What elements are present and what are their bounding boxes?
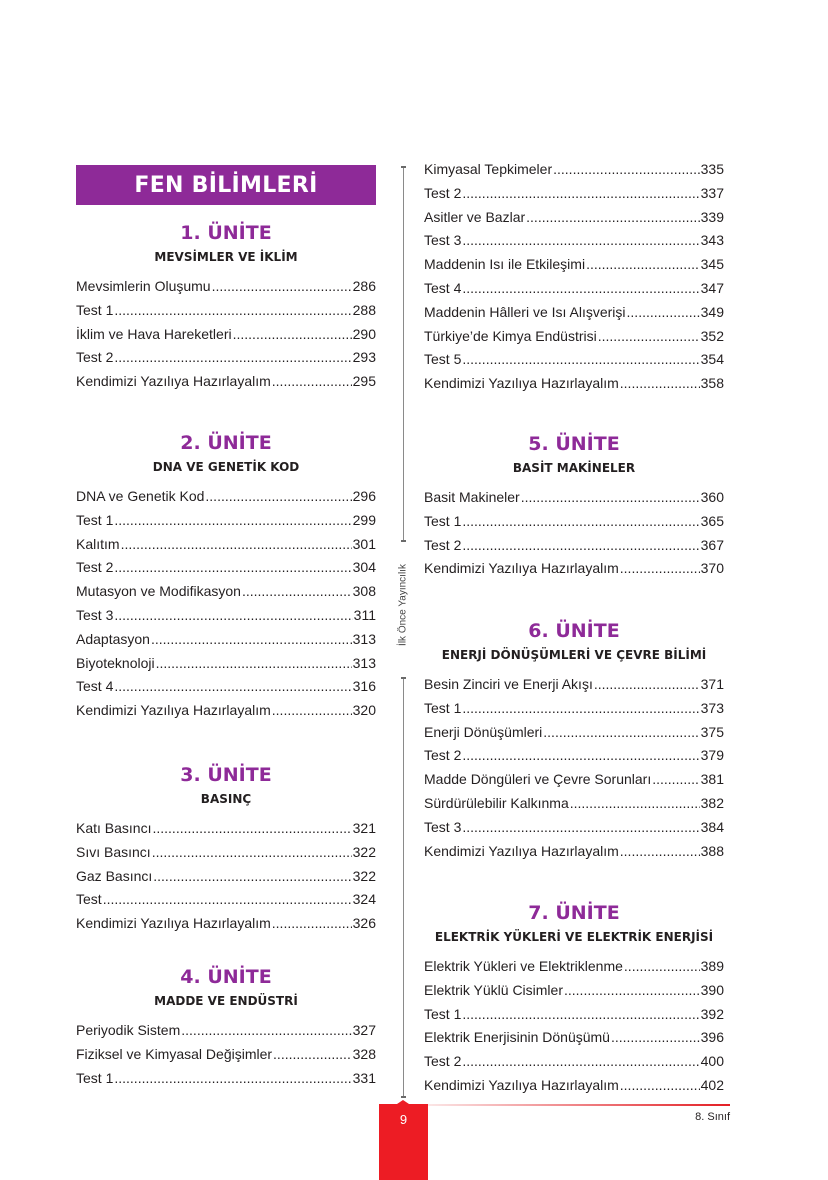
- toc-entry-page: 402: [700, 1076, 724, 1093]
- toc-entry[interactable]: [424, 301, 724, 325]
- dot-leader: [564, 979, 700, 1003]
- toc-entry-page: 335: [700, 161, 724, 177]
- toc-entry-label: Kendimizi Yazılıya Hazırlayalım: [424, 842, 619, 859]
- unit-subtitle: BASINÇ: [200, 792, 252, 806]
- toc-entry[interactable]: [76, 841, 376, 865]
- unit-subtitle: ENERJİ DÖNÜŞÜMLERİ VE ÇEVRE BİLİMİ: [441, 648, 707, 662]
- toc-entry-label: Test 1: [76, 511, 114, 528]
- toc-entry-label: Asitler ve Bazlar: [424, 208, 526, 225]
- toc-entry-label: Test 3: [424, 818, 462, 835]
- toc-entries: [76, 1019, 376, 1090]
- dot-leader: [114, 556, 351, 580]
- toc-entry[interactable]: [424, 557, 724, 581]
- dot-leader: [620, 1074, 700, 1098]
- toc-entry-label: Kendimizi Yazılıya Hazırlayalım: [424, 375, 619, 392]
- unit-subtitle: BASİT MAKİNELER: [512, 461, 636, 475]
- dot-leader: [620, 372, 700, 396]
- unit-title: 3. ÜNİTE: [180, 764, 272, 786]
- toc-entry-label: Kendimizi Yazılıya Hazırlayalım: [76, 702, 271, 719]
- divider-cap: [401, 166, 406, 168]
- toc-entry[interactable]: [424, 697, 724, 721]
- toc-entry[interactable]: [76, 556, 376, 580]
- toc-entry-label: Kalıtım: [76, 535, 120, 552]
- toc-entry-label: Türkiye’de Kimya Endüstrisi: [424, 327, 597, 344]
- toc-entry[interactable]: [76, 1067, 376, 1091]
- dot-leader: [242, 580, 352, 604]
- dot-leader: [205, 485, 351, 509]
- unit-subtitle: ELEKTRİK YÜKLERİ VE ELEKTRİK ENERJİSİ: [434, 930, 714, 944]
- dot-leader: [462, 510, 699, 534]
- dot-leader: [462, 182, 699, 206]
- toc-entry-page: 345: [700, 256, 724, 273]
- column-divider-bottom: [403, 677, 404, 1097]
- toc-entry-page: 352: [700, 327, 724, 344]
- toc-entry[interactable]: [424, 955, 724, 979]
- toc-entry-page: 322: [352, 867, 376, 884]
- dot-leader: [611, 1026, 700, 1050]
- toc-entry-label: Fiziksel ve Kimyasal Değişimler: [76, 1045, 273, 1062]
- toc-entry[interactable]: [76, 580, 376, 604]
- toc-entry[interactable]: [424, 253, 724, 277]
- toc-entry-page: 328: [352, 1045, 376, 1062]
- toc-entry-page: 389: [700, 958, 724, 974]
- toc-entries: [424, 673, 724, 863]
- divider-cap: [401, 1096, 406, 1098]
- toc-entry-label: İklim ve Hava Hareketleri: [76, 325, 232, 342]
- dot-leader: [272, 699, 352, 723]
- toc-entry[interactable]: [76, 323, 376, 347]
- toc-entry-page: 299: [352, 511, 376, 528]
- dot-leader: [462, 1003, 699, 1027]
- page-number-tab: [379, 1104, 428, 1180]
- toc-entry-label: DNA ve Genetik Kod: [76, 488, 205, 504]
- dot-leader: [272, 912, 352, 936]
- dot-leader: [462, 534, 699, 558]
- toc-entry-label: Test 1: [76, 301, 114, 318]
- toc-entry-page: 382: [700, 794, 724, 811]
- toc-entry-page: 304: [352, 559, 376, 576]
- dot-leader: [570, 792, 700, 816]
- dot-leader: [156, 652, 352, 676]
- toc-entry-label: Basit Makineler: [424, 489, 520, 505]
- toc-entry-label: Test 1: [424, 699, 462, 716]
- toc-entry[interactable]: [424, 348, 724, 372]
- unit-subtitle: MEVSİMLER VE İKLİM: [154, 250, 298, 264]
- dot-leader: [652, 768, 699, 792]
- unit-title: 6. ÜNİTE: [528, 620, 620, 642]
- toc-entry[interactable]: [424, 721, 724, 745]
- unit-2-section: [76, 431, 376, 723]
- toc-entry-label: Test 1: [76, 1069, 114, 1086]
- toc-entry-label: Elektrik Yükleri ve Elektriklenme: [424, 958, 623, 974]
- toc-entry-page: 293: [352, 349, 376, 366]
- toc-entry-label: Test: [76, 891, 102, 908]
- toc-entry-label: Mutasyon ve Modifikasyon: [76, 583, 241, 600]
- toc-entry-page: 396: [700, 1029, 724, 1046]
- toc-entry[interactable]: [424, 277, 724, 301]
- toc-entry-page: 313: [352, 630, 376, 647]
- toc-entry-page: 337: [700, 184, 724, 201]
- toc-entry-page: 343: [700, 232, 724, 249]
- toc-entry-label: Enerji Dönüşümleri: [424, 723, 543, 740]
- toc-entries: [76, 275, 376, 394]
- toc-entry-label: Maddenin Isı ile Etkileşimi: [424, 256, 586, 273]
- dot-leader: [152, 817, 351, 841]
- toc-entry-label: Test 1: [424, 512, 462, 529]
- toc-entries: [76, 817, 376, 936]
- toc-entry-label: Test 2: [424, 536, 462, 553]
- toc-entries: [424, 486, 724, 581]
- toc-entry-page: 301: [352, 535, 376, 552]
- dot-leader: [273, 1043, 352, 1067]
- dot-leader: [624, 955, 700, 979]
- toc-entry-page: 324: [352, 891, 376, 908]
- toc-entry[interactable]: [76, 1019, 376, 1043]
- toc-entry-label: Periyodik Sistem: [76, 1022, 181, 1038]
- toc-left-column: [76, 165, 376, 1086]
- toc-entry-page: 379: [700, 747, 724, 764]
- toc-entry-page: 288: [352, 301, 376, 318]
- toc-entry[interactable]: [424, 1003, 724, 1027]
- unit-1-section: [76, 221, 376, 394]
- unit-4-section: [76, 965, 376, 1090]
- toc-entry-label: Mevsimlerin Oluşumu: [76, 278, 211, 294]
- toc-entry-label: Sürdürülebilir Kalkınma: [424, 794, 569, 811]
- toc-entry[interactable]: [76, 346, 376, 370]
- toc-entry-page: 286: [352, 278, 376, 294]
- toc-entry[interactable]: [76, 699, 376, 723]
- dot-leader: [620, 840, 700, 864]
- toc-entry-label: Kimyasal Tepkimeler: [424, 161, 553, 177]
- toc-entry-label: Test 5: [424, 351, 462, 368]
- dot-leader: [526, 206, 699, 230]
- dot-leader: [586, 253, 700, 277]
- toc-entry-page: 370: [700, 560, 724, 577]
- dot-leader: [594, 673, 700, 697]
- dot-leader: [114, 299, 351, 323]
- toc-entry-page: 392: [700, 1005, 724, 1022]
- column-divider-top: [403, 166, 404, 541]
- dot-leader: [212, 275, 352, 299]
- toc-entry[interactable]: [424, 768, 724, 792]
- toc-entry-label: Test 2: [424, 1053, 462, 1070]
- dot-leader: [114, 346, 351, 370]
- toc-entry-page: 390: [700, 981, 724, 998]
- toc-entry-page: 365: [700, 512, 724, 529]
- toc-entry-page: 339: [700, 208, 724, 225]
- toc-entry-label: Gaz Basıncı: [76, 867, 153, 884]
- toc-entry[interactable]: [424, 1026, 724, 1050]
- toc-entry-page: 367: [700, 536, 724, 553]
- dot-leader: [462, 277, 699, 301]
- toc-entry-page: 326: [352, 915, 376, 932]
- dot-leader: [121, 533, 352, 557]
- toc-entry-label: Test 2: [76, 349, 114, 366]
- toc-entry-page: 327: [352, 1022, 376, 1038]
- dot-leader: [462, 744, 699, 768]
- toc-entry[interactable]: [76, 865, 376, 889]
- toc-entry-page: 290: [352, 325, 376, 342]
- dot-leader: [151, 628, 352, 652]
- toc-entry-label: Adaptasyon: [76, 630, 150, 647]
- dot-leader: [103, 888, 352, 912]
- unit-title: 4. ÜNİTE: [180, 966, 272, 988]
- toc-entry-label: Test 3: [424, 232, 462, 249]
- dot-leader: [543, 721, 699, 745]
- toc-entry[interactable]: [424, 1050, 724, 1074]
- toc-entries: [424, 158, 724, 396]
- toc-entry[interactable]: [76, 1043, 376, 1067]
- dot-leader: [553, 158, 700, 182]
- toc-entry[interactable]: [76, 509, 376, 533]
- dot-leader: [152, 841, 352, 865]
- toc-entry-label: Test 3: [76, 606, 114, 623]
- toc-entry-label: Sıvı Basıncı: [76, 843, 151, 860]
- toc-entry[interactable]: [76, 817, 376, 841]
- toc-entry-page: 381: [700, 771, 724, 788]
- toc-entry[interactable]: [76, 604, 376, 628]
- dot-leader: [181, 1019, 351, 1043]
- dot-leader: [233, 323, 352, 347]
- unit-subtitle: MADDE VE ENDÜSTRİ: [154, 994, 298, 1008]
- toc-entry-page: 322: [352, 843, 376, 860]
- unit-title: 1. ÜNİTE: [180, 222, 272, 244]
- toc-entry-label: Biyoteknoloji: [76, 654, 155, 671]
- dot-leader: [114, 604, 352, 628]
- toc-entry-page: 320: [352, 702, 376, 719]
- toc-entry-page: 321: [352, 820, 376, 836]
- unit-title: 5. ÜNİTE: [528, 433, 620, 455]
- dot-leader: [462, 348, 699, 372]
- toc-entry-page: 311: [353, 606, 376, 623]
- toc-entry-label: Madde Döngüleri ve Çevre Sorunları: [424, 771, 652, 788]
- toc-entry[interactable]: [76, 912, 376, 936]
- toc-entry[interactable]: [424, 840, 724, 864]
- toc-entry-page: 313: [352, 654, 376, 671]
- toc-entry-page: 388: [700, 842, 724, 859]
- toc-entry[interactable]: [424, 673, 724, 697]
- dot-leader: [462, 229, 699, 253]
- toc-entry-label: Elektrik Enerjisinin Dönüşümü: [424, 1029, 610, 1046]
- toc-entry-page: 384: [700, 818, 724, 835]
- toc-entry[interactable]: [76, 485, 376, 509]
- toc-entry[interactable]: [424, 158, 724, 182]
- toc-entry[interactable]: [424, 792, 724, 816]
- toc-entry-label: Katı Basıncı: [76, 820, 152, 836]
- dot-leader: [462, 816, 699, 840]
- toc-entry[interactable]: [424, 229, 724, 253]
- toc-entry-page: 371: [700, 676, 724, 692]
- unit-3-section: [76, 763, 376, 936]
- toc-entry-page: 295: [352, 373, 376, 390]
- toc-entry-page: 296: [352, 488, 376, 504]
- toc-entry[interactable]: [76, 299, 376, 323]
- dot-leader: [114, 1067, 351, 1091]
- toc-entry[interactable]: [424, 979, 724, 1003]
- toc-entry[interactable]: [76, 275, 376, 299]
- toc-entry[interactable]: [76, 628, 376, 652]
- toc-entries: [424, 955, 724, 1098]
- toc-entry-page: 373: [700, 699, 724, 716]
- unit-title: 7. ÜNİTE: [528, 902, 620, 924]
- toc-entry-label: Maddenin Hâlleri ve Isı Alışverişi: [424, 303, 626, 320]
- toc-entry-label: Kendimizi Yazılıya Hazırlayalım: [424, 560, 619, 577]
- toc-entry-page: 349: [700, 303, 724, 320]
- toc-entry-label: Kendimizi Yazılıya Hazırlayalım: [76, 915, 271, 932]
- divider-cap: [401, 540, 406, 542]
- dot-leader: [521, 486, 700, 510]
- toc-entry-label: Test 4: [76, 678, 114, 695]
- toc-entry[interactable]: [424, 182, 724, 206]
- toc-entry-label: Kendimizi Yazılıya Hazırlayalım: [76, 373, 271, 390]
- toc-entry-label: Test 2: [424, 747, 462, 764]
- dot-leader: [462, 1050, 699, 1074]
- subject-banner: FEN BİLİMLERİ: [76, 165, 376, 205]
- toc-entry[interactable]: [76, 370, 376, 394]
- toc-entry-page: 331: [352, 1069, 376, 1086]
- unit-subtitle: DNA VE GENETİK KOD: [152, 460, 300, 474]
- grade-label: 8. Sınıf: [695, 1111, 730, 1123]
- toc-entry[interactable]: [424, 510, 724, 534]
- page-number: 9: [399, 1112, 408, 1127]
- unit-5-section: [424, 432, 724, 581]
- toc-entry-page: 354: [700, 351, 724, 368]
- divider-cap: [401, 677, 406, 679]
- toc-entry[interactable]: [424, 486, 724, 510]
- dot-leader: [620, 557, 700, 581]
- dot-leader: [272, 370, 352, 394]
- toc-entry[interactable]: [424, 534, 724, 558]
- toc-entry-page: 358: [700, 375, 724, 392]
- toc-entry-label: Kendimizi Yazılıya Hazırlayalım: [424, 1076, 619, 1093]
- toc-entry-label: Test 1: [424, 1005, 462, 1022]
- toc-entries: [76, 485, 376, 723]
- dot-leader: [598, 325, 700, 349]
- toc-entry-page: 347: [700, 279, 724, 296]
- toc-entry[interactable]: [76, 888, 376, 912]
- toc-entry[interactable]: [424, 1074, 724, 1098]
- toc-entry-page: 360: [700, 489, 724, 505]
- toc-entry-page: 375: [700, 723, 724, 740]
- dot-leader: [627, 301, 700, 325]
- toc-entry-label: Test 2: [76, 559, 114, 576]
- unit-title: 2. ÜNİTE: [180, 432, 272, 454]
- dot-leader: [114, 509, 351, 533]
- toc-entry-page: 400: [700, 1053, 724, 1070]
- toc-entry[interactable]: [76, 652, 376, 676]
- toc-entry[interactable]: [424, 372, 724, 396]
- publisher-side-label: İlk Önce Yayıncılık: [397, 564, 409, 646]
- toc-entry[interactable]: [424, 325, 724, 349]
- toc-entry[interactable]: [76, 533, 376, 557]
- unit-6-section: [424, 619, 724, 863]
- toc-entry[interactable]: [424, 206, 724, 230]
- toc-entry-label: Besin Zinciri ve Enerji Akışı: [424, 676, 593, 692]
- footer-rule: [428, 1104, 730, 1106]
- toc-entry-page: 316: [352, 678, 376, 695]
- toc-entry-page: 308: [352, 583, 376, 600]
- unit-4-continued: [424, 158, 724, 396]
- toc-entry[interactable]: [424, 744, 724, 768]
- toc-entry[interactable]: [76, 675, 376, 699]
- toc-entry-label: Test 2: [424, 184, 462, 201]
- dot-leader: [114, 675, 351, 699]
- dot-leader: [462, 697, 699, 721]
- unit-7-section: [424, 901, 724, 1098]
- toc-entry-label: Elektrik Yüklü Cisimler: [424, 981, 563, 998]
- toc-entry[interactable]: [424, 816, 724, 840]
- dot-leader: [153, 865, 351, 889]
- toc-entry-label: Test 4: [424, 279, 462, 296]
